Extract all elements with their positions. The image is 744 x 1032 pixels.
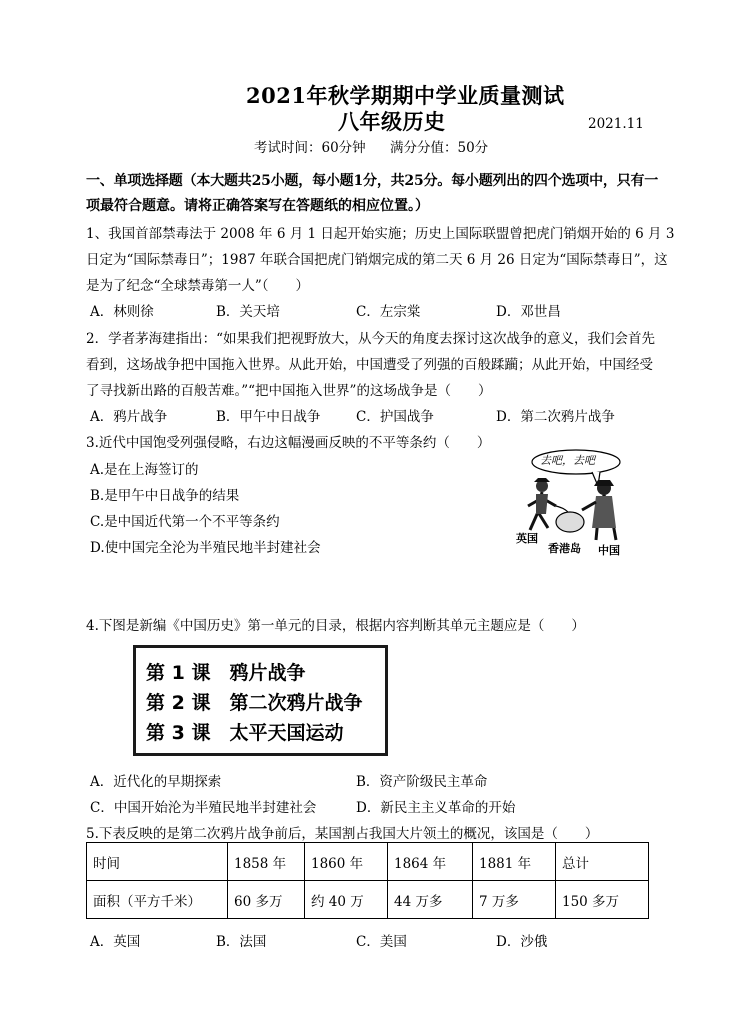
cartoon-speech: 去吧，去吧 xyxy=(540,454,595,467)
q5-option-c: C．美国 xyxy=(356,934,407,950)
cartoon-label-island: 香港岛 xyxy=(548,542,581,555)
table-cell: 60 多万 xyxy=(228,881,305,919)
q1-option-a: A．林则徐 xyxy=(90,304,154,320)
table-cell: 44 万多 xyxy=(388,881,473,919)
q1-option-c: C．左宗棠 xyxy=(356,304,421,320)
q2-option-a: A．鸦片战争 xyxy=(90,409,168,425)
table-cell: 1860 年 xyxy=(305,843,388,881)
table-cell: 1858 年 xyxy=(228,843,305,881)
q5-area-table xyxy=(86,842,649,919)
q1-line3: 是为了纪念“全球禁毒第一人”（ ） xyxy=(86,278,310,294)
cartoon-label-right: 中国 xyxy=(598,544,620,557)
table-row xyxy=(87,843,649,881)
q1-line2: 日定为“国际禁毒日”；1987 年联合国把虎门销烟完成的第二天 6 月 26 日定为“国际禁毒日”，这 xyxy=(86,252,668,268)
q2-option-c: C．护国战争 xyxy=(356,409,434,425)
cartoon-label-left: 英国 xyxy=(516,532,538,545)
q1-option-d: D．邓世昌 xyxy=(496,304,561,320)
toc-lesson-1: 第 1 课 鸦片战争 xyxy=(146,662,306,684)
table-cell: 总计 xyxy=(556,843,649,881)
q2-option-b: B．甲午中日战争 xyxy=(216,409,321,425)
q5-option-d: D．沙俄 xyxy=(496,934,548,950)
toc-lesson-2: 第 2 课 第二次鸦片战争 xyxy=(146,692,363,714)
full-score: 满分分值：50分 xyxy=(390,140,489,156)
q1-line1: 1、我国首部禁毒法于 2008 年 6 月 1 日起开始实施；历史上国际联盟曾把虎门销烟开始的 6 月 3 xyxy=(86,226,675,242)
q3-stem: 3.近代中国饱受列强侵略，右边这幅漫画反映的不平等条约（ ） xyxy=(86,435,491,451)
q1-option-b: B．关天培 xyxy=(216,304,280,320)
q4-option-d: D．新民主主义革命的开始 xyxy=(356,800,516,816)
q4-stem: 4.下图是新编《中国历史》第一单元的目录，根据内容判断其单元主题应是（ ） xyxy=(86,618,585,634)
section-heading-line1: 一、单项选择题（本大题共25小题，每小题1分，共25分。每小题列出的四个选项中，只有一 xyxy=(86,173,659,189)
q4-option-a: A．近代化的早期探索 xyxy=(90,774,222,790)
q4-table-of-contents xyxy=(133,645,388,756)
q2-line3: 了寻找新出路的百般苦难。”“把中国拖入世界”的这场战争是（ ） xyxy=(86,383,492,399)
table-cell: 约 40 万 xyxy=(305,881,388,919)
table-cell: 150 多万 xyxy=(556,881,649,919)
table-cell: 时间 xyxy=(87,843,228,881)
table-cell: 1864 年 xyxy=(388,843,473,881)
q5-option-a: A．英国 xyxy=(90,934,141,950)
exam-subject: 八年级历史 xyxy=(338,109,446,134)
table-row xyxy=(87,881,649,919)
q4-option-c: C．中国开始沦为半殖民地半封建社会 xyxy=(90,800,317,816)
q3-option-d: D.使中国完全沦为半殖民地半封建社会 xyxy=(90,540,321,556)
q4-option-b: B．资产阶级民主革命 xyxy=(356,774,488,790)
table-cell: 1881 年 xyxy=(473,843,556,881)
table-cell: 面积（平方千米） xyxy=(87,881,228,919)
section-heading-line2: 项最符合题意。请将正确答案写在答题纸的相应位置。） xyxy=(86,198,429,214)
q3-cartoon xyxy=(512,448,632,560)
q5-stem: 5.下表反映的是第二次鸦片战争前后，某国割占我国大片领土的概况，该国是（ ） xyxy=(86,826,599,842)
table-cell: 7 万多 xyxy=(473,881,556,919)
toc-lesson-3: 第 3 课 太平天国运动 xyxy=(146,722,344,744)
q2-line2: 看到，这场战争把中国拖入世界。从此开始，中国遭受了列强的百般蹂躏；从此开始，中国经受 xyxy=(86,357,653,373)
q3-option-b: B.是甲午中日战争的结果 xyxy=(90,488,240,504)
exam-title: 2021年秋学期期中学业质量测试 xyxy=(246,83,565,108)
q5-option-b: B．法国 xyxy=(216,934,267,950)
exam-date: 2021.11 xyxy=(588,116,644,132)
q2-line1: 2．学者茅海建指出：“如果我们把视野放大，从今天的角度去探讨这次战争的意义，我们会首先 xyxy=(86,331,655,347)
q2-option-d: D．第二次鸦片战争 xyxy=(496,409,615,425)
q3-option-c: C.是中国近代第一个不平等条约 xyxy=(90,514,280,530)
q3-option-a: A.是在上海签订的 xyxy=(90,462,199,478)
exam-time: 考试时间：60分钟 xyxy=(254,140,366,156)
